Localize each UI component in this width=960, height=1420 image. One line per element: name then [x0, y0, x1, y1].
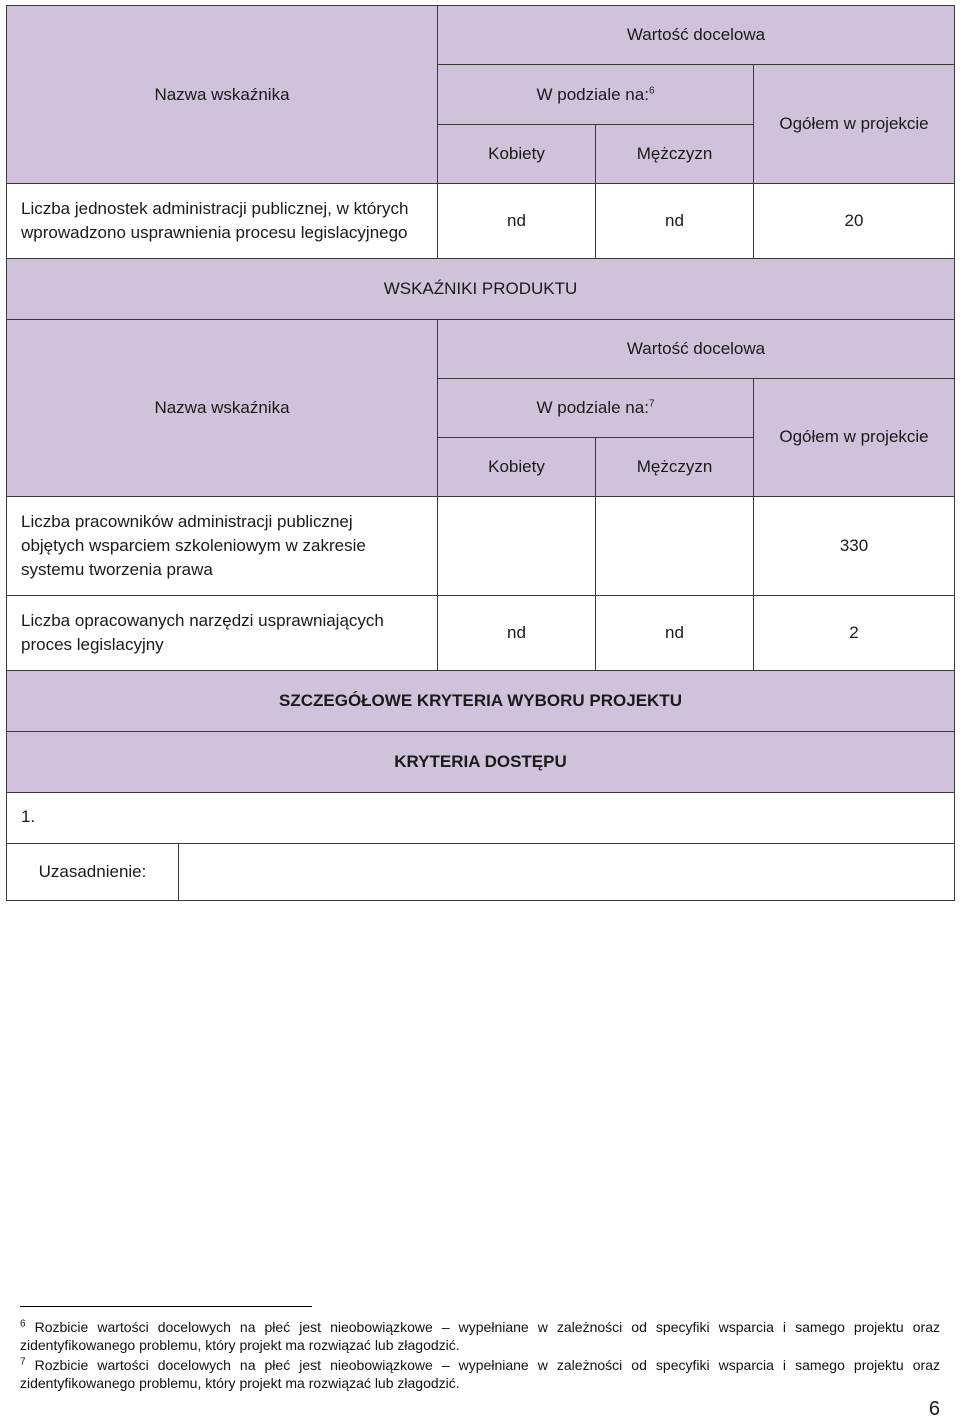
- footnote-ref-6[interactable]: 6: [648, 84, 655, 96]
- footnote-ref-7[interactable]: 7: [648, 398, 655, 410]
- table2-row1-name: Liczba pracowników administracji publicznej objętych wsparciem szkoleniowym w zakresie systemu tworzenia prawa: [6, 496, 438, 596]
- table2-row2-kobiety: nd: [437, 595, 596, 671]
- table2-nazwa-header: Nazwa wskaźnika: [6, 319, 438, 497]
- table1-nazwa-label: Nazwa wskaźnika: [154, 84, 290, 104]
- table1-nazwa-header: [6, 5, 438, 184]
- footnote-7: $^7$ Rozbicie wartości docelowych na płeć jest nieobowiązkowe – wypełniane w zależności od specyfiki wsparcia i samego projektu oraz zidentyfikowanego problemu, który projekt ma rozwiązać lub złagodzić.: [20, 1356, 940, 1391]
- table1-kobiety-header: Kobiety: [437, 124, 596, 184]
- table2-podziale-header: W podziale na:$^7$: [437, 378, 754, 438]
- table2-mezczyzn-header: Mężczyzn: [595, 437, 754, 497]
- table2-wartosc-header: Wartość docelowa: [437, 319, 955, 379]
- table2-row1-ogolem: 330: [753, 496, 955, 596]
- page-number: 6: [928, 1398, 940, 1420]
- table2-ogolem-header: Ogółem w projekcie: [753, 378, 955, 497]
- table1-ogolem-header: Ogółem w projekcie: [753, 64, 955, 184]
- uzasadnienie-content[interactable]: [178, 843, 955, 901]
- section-kryteria-dostepu: KRYTERIA DOSTĘPU: [6, 731, 955, 793]
- section-szczegolowe-kryteria: SZCZEGÓŁOWE KRYTERIA WYBORU PROJEKTU: [6, 670, 955, 732]
- table2-row2-name: Liczba opracowanych narzędzi usprawniających proces legislacyjny: [6, 595, 438, 671]
- criterion-number: 1.: [21, 807, 36, 826]
- criterion-row-1[interactable]: [6, 792, 955, 844]
- footnote-separator: [20, 1306, 312, 1307]
- table1-podziale-header: W podziale na:$^6$: [437, 64, 754, 125]
- table1-row1-kobiety: nd: [437, 183, 596, 259]
- table2-row2-mezczyzn: nd: [595, 595, 754, 671]
- footnote-mark: 7: [20, 1356, 26, 1368]
- uzasadnienie-label: Uzasadnienie:: [6, 843, 179, 901]
- table1-mezczyzn-header: Mężczyzn: [595, 124, 754, 184]
- table2-row1-mezczyzn: [595, 496, 754, 596]
- table1-row1-name: Liczba jednostek administracji publicznej, w których wprowadzono usprawnienia procesu legislacyjnego: [6, 183, 438, 259]
- section-wskazniki-produktu: WSKAŹNIKI PRODUKTU: [6, 258, 955, 320]
- table1-wartosc-header: Wartość docelowa: [437, 5, 955, 65]
- table1-row1-ogolem: 20: [753, 183, 955, 259]
- table2-row2-ogolem: 2: [753, 595, 955, 671]
- table1-row1-mezczyzn: nd: [595, 183, 754, 259]
- table2-row1-kobiety: [437, 496, 596, 596]
- footnote-6: $^6$ Rozbicie wartości docelowych na płeć jest nieobowiązkowe – wypełniane w zależności od specyfiki wsparcia i samego projektu oraz zidentyfikowanego problemu, który projekt ma rozwiązać lub złagodzić.: [20, 1318, 940, 1353]
- footnote-mark: 6: [20, 1318, 26, 1330]
- table2-kobiety-header: Kobiety: [437, 437, 596, 497]
